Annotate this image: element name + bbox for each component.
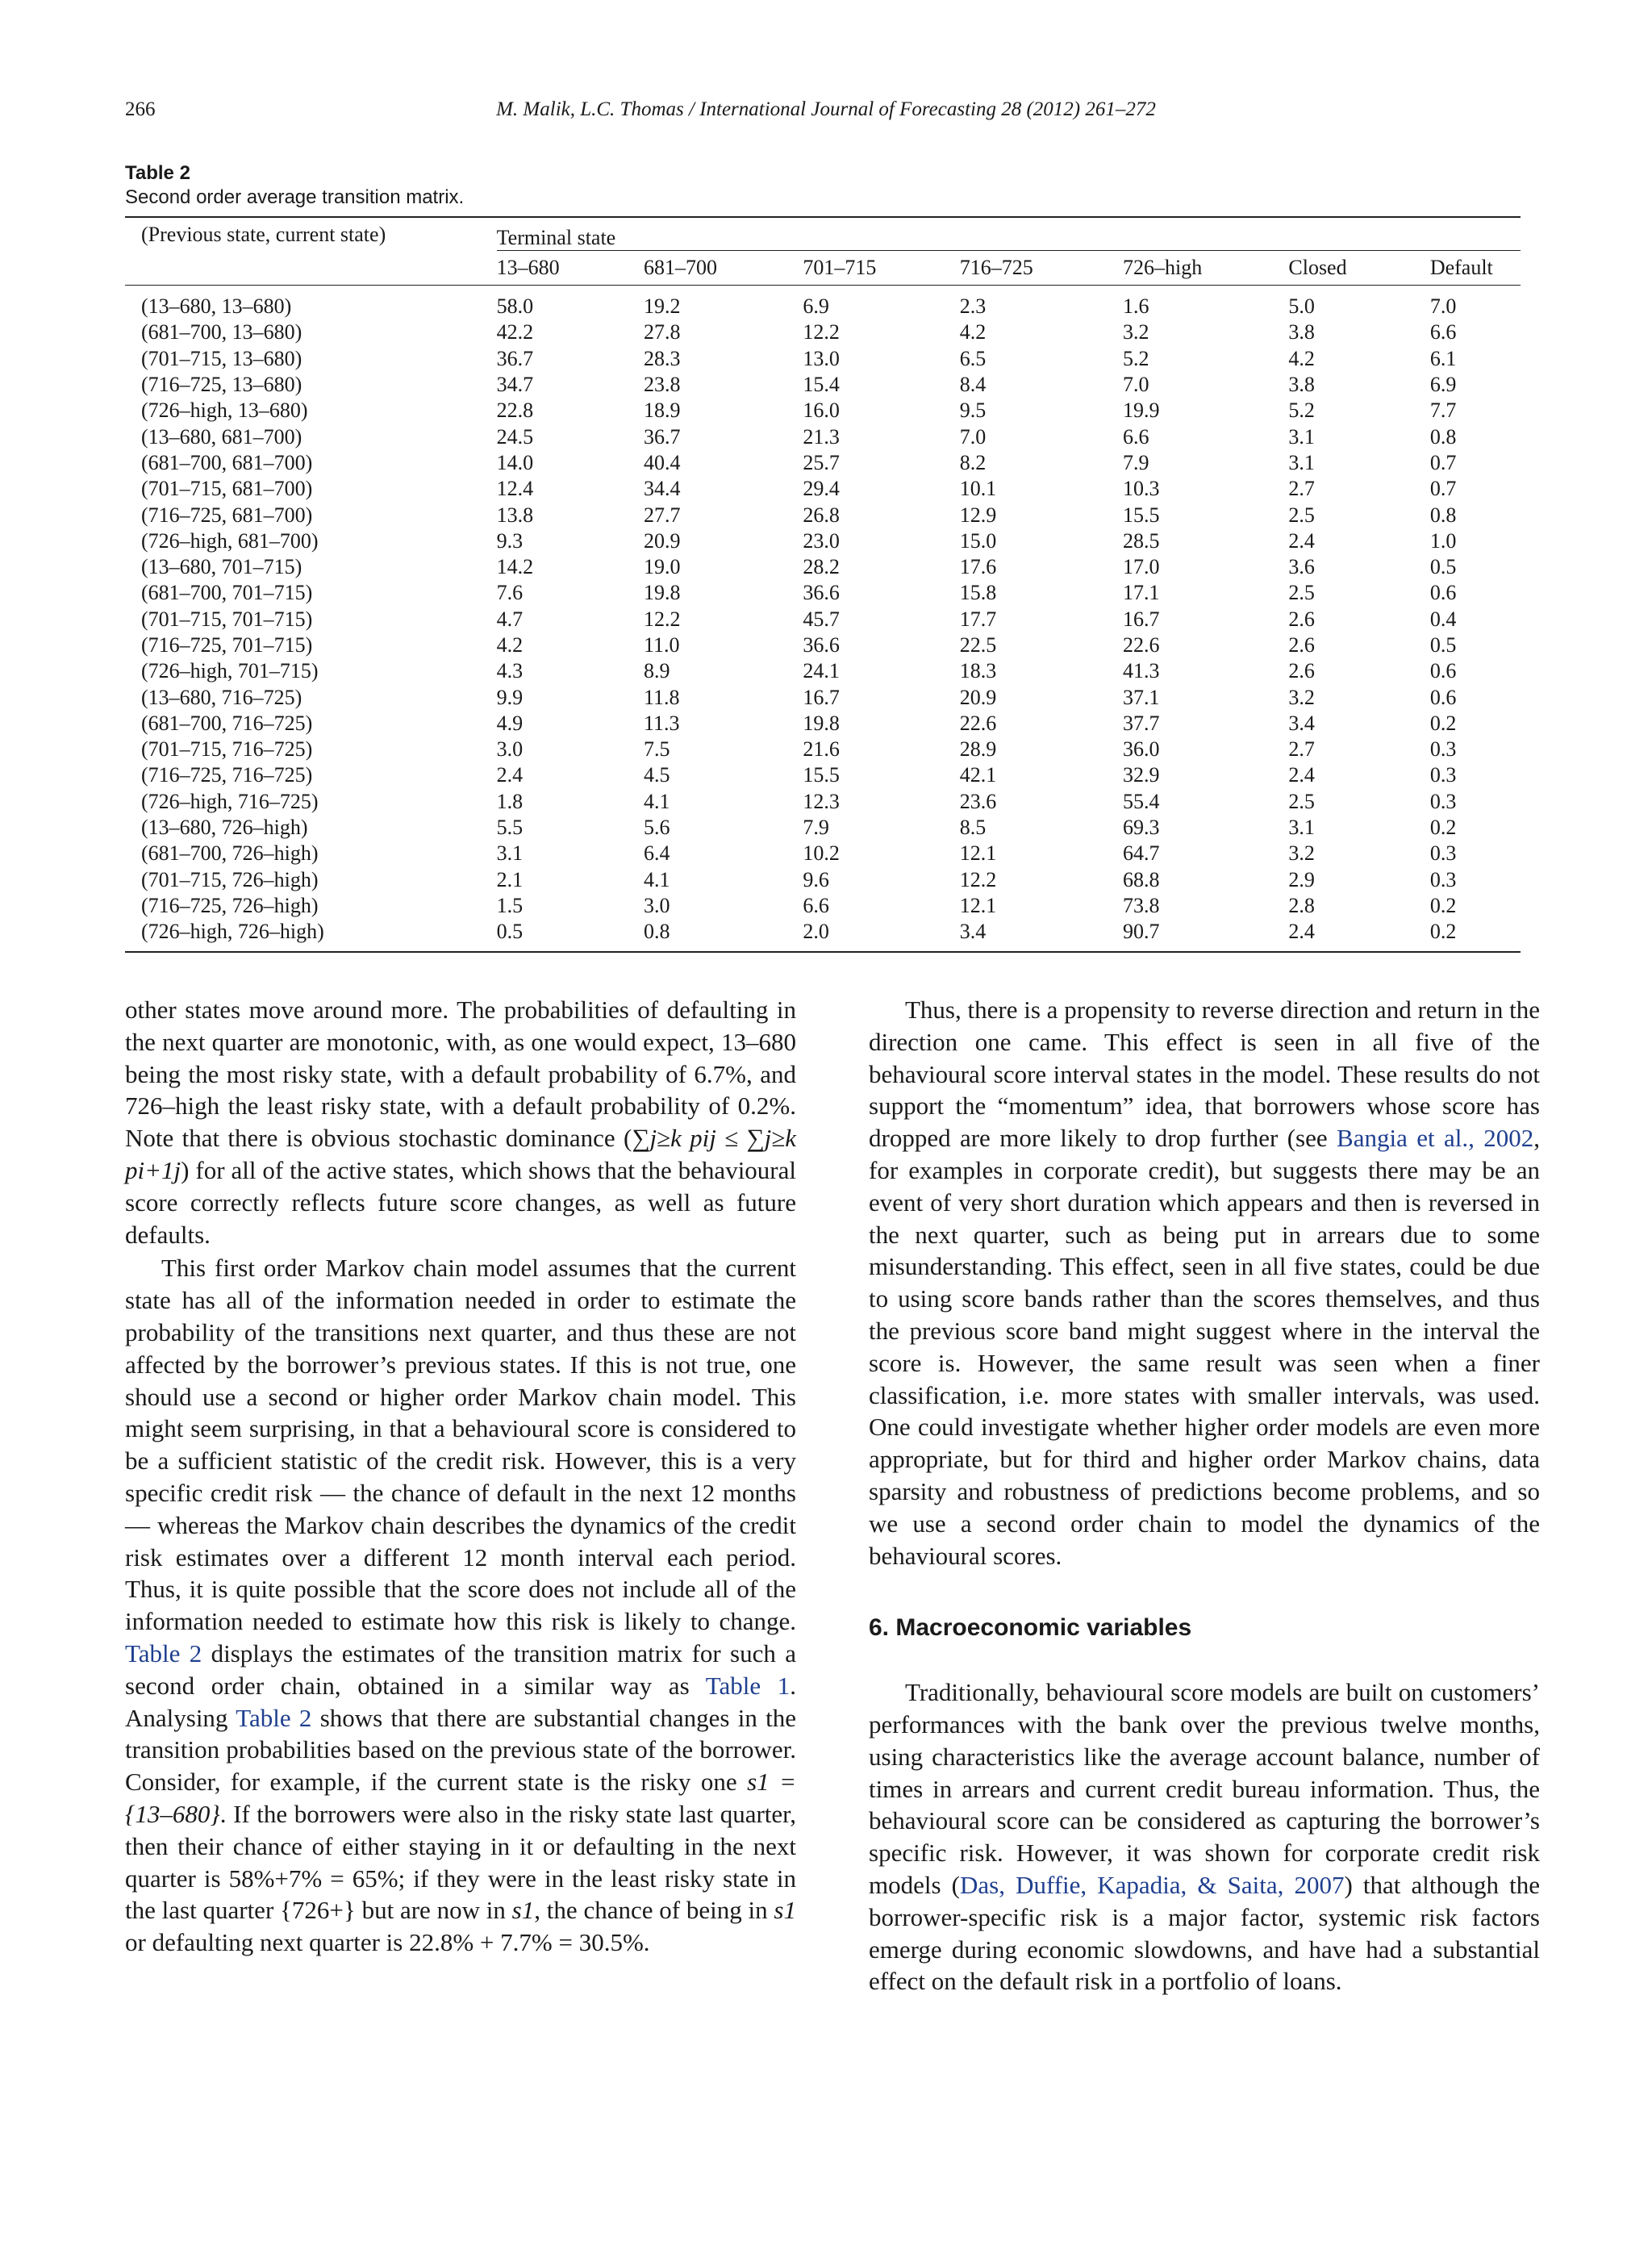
table-cell: 37.7 xyxy=(1123,711,1160,735)
state-definition: s1 = {13–680} xyxy=(125,1768,797,1828)
table-cell: 2.0 xyxy=(803,920,829,944)
table-cell: 0.3 xyxy=(1429,737,1457,762)
table-cell: 5.0 xyxy=(1288,294,1315,319)
table-cell: 12.1 xyxy=(959,893,997,917)
table-row xyxy=(125,658,1521,684)
table-cell: 6.6 xyxy=(1429,320,1457,344)
table-cell: 3.0 xyxy=(496,737,524,762)
paragraph xyxy=(869,994,1540,1572)
table-cell: 0.6 xyxy=(1429,659,1457,683)
table-cell: 28.2 xyxy=(803,555,840,579)
table-cell: 36.7 xyxy=(644,424,681,449)
table-cell: 69.3 xyxy=(1123,816,1160,840)
table-cell: 22.5 xyxy=(959,633,997,657)
table-cell: 3.4 xyxy=(959,920,987,944)
table-cell: 55.4 xyxy=(1123,789,1160,813)
table-cell: 40.4 xyxy=(644,450,681,474)
table-cell: 9.3 xyxy=(496,528,524,553)
table-row xyxy=(125,762,1521,788)
table-row xyxy=(125,684,1521,710)
table-cell: 7.9 xyxy=(803,816,829,840)
table-row xyxy=(125,319,1521,345)
table-cell: 9.5 xyxy=(959,399,987,423)
table-cell: 2.1 xyxy=(496,867,524,891)
table-cell: 4.5 xyxy=(644,763,670,787)
table-cell: 8.9 xyxy=(644,659,670,683)
table-row xyxy=(125,502,1521,528)
table-cell: 3.1 xyxy=(1288,816,1315,840)
table-cell: 10.1 xyxy=(959,477,997,501)
table-cell: 19.8 xyxy=(644,581,681,605)
table-cell: 0.4 xyxy=(1429,607,1457,631)
table-cell: 23.6 xyxy=(959,789,997,813)
row-state-label: (681–700, 716–725) xyxy=(141,711,313,735)
table-2-link[interactable]: Table 2 xyxy=(125,1638,202,1668)
table-row xyxy=(125,841,1521,866)
table-cell: 3.8 xyxy=(1288,320,1315,344)
table-cell: 12.3 xyxy=(803,789,840,813)
table-cell: 13.0 xyxy=(803,346,840,370)
text-run: . Analysing xyxy=(125,1671,796,1732)
table-cell: 3.8 xyxy=(1288,373,1315,397)
column-header: 726–high xyxy=(1123,256,1203,279)
table-cell: 2.4 xyxy=(496,763,524,787)
row-state-label: (726–high, 681–700) xyxy=(141,528,319,553)
table-cell: 4.2 xyxy=(496,633,524,657)
table-row xyxy=(125,607,1521,632)
table-row xyxy=(125,450,1521,476)
table-cell: 17.6 xyxy=(959,555,997,579)
table-2-link[interactable]: Table 2 xyxy=(236,1703,312,1732)
row-state-label: (716–725, 716–725) xyxy=(141,763,313,787)
table-cell: 73.8 xyxy=(1123,893,1160,917)
row-state-label: (13–680, 726–high) xyxy=(141,816,308,840)
row-state-label: (716–725, 726–high) xyxy=(141,893,319,917)
table-cell: 17.1 xyxy=(1123,581,1160,605)
table-cell: 6.4 xyxy=(644,841,670,866)
table-2-block xyxy=(125,161,1521,953)
transition-matrix-table xyxy=(125,216,1521,953)
table-cell: 3.1 xyxy=(496,841,524,866)
dominance-formula: ∑j≥k pij ≤ ∑j≥k pi+1j xyxy=(125,1124,797,1184)
table-cell: 25.7 xyxy=(803,450,840,474)
table-cell: 17.0 xyxy=(1123,555,1160,579)
row-state-label: (681–700, 681–700) xyxy=(141,450,313,474)
table-cell: 2.5 xyxy=(1288,789,1315,813)
table-cell: 19.0 xyxy=(644,555,681,579)
table-cell: 24.1 xyxy=(803,659,840,683)
table-cell: 16.7 xyxy=(1123,607,1160,631)
table-cell: 6.9 xyxy=(1429,373,1457,397)
row-state-label: (716–725, 681–700) xyxy=(141,503,313,527)
table-cell: 7.9 xyxy=(1123,450,1149,474)
text-run: ) for all of the active states, which shows that the behavioural score correctly reflects future score changes, as well as future defaults. xyxy=(125,1155,796,1249)
table-cell: 19.8 xyxy=(803,711,840,735)
row-state-label: (701–715, 13–680) xyxy=(141,346,302,370)
table-cell: 0.8 xyxy=(1429,424,1457,449)
table-cell: 23.8 xyxy=(644,373,681,397)
table-cell: 2.5 xyxy=(1288,503,1315,527)
table-cell: 34.7 xyxy=(496,373,534,397)
table-cell: 20.9 xyxy=(644,528,681,553)
paragraph xyxy=(125,1252,796,1959)
row-state-label: (726–high, 726–high) xyxy=(141,920,324,944)
table-cell: 7.7 xyxy=(1429,399,1457,423)
table-cell: 2.6 xyxy=(1288,633,1315,657)
row-state-label: (701–715, 681–700) xyxy=(141,477,313,501)
text-run: displays the estimates of the transition matrix for such a second order chain, obtained in a similar way as xyxy=(125,1638,796,1700)
table-cell: 0.5 xyxy=(1429,633,1457,657)
group-header: Terminal state xyxy=(497,217,1521,251)
table-cell: 7.6 xyxy=(496,581,524,605)
table-cell: 15.5 xyxy=(1123,503,1160,527)
table-cell: 5.6 xyxy=(644,816,670,840)
table-cell: 13.8 xyxy=(496,503,534,527)
table-cell: 28.5 xyxy=(1123,528,1160,553)
row-state-label: (13–680, 701–715) xyxy=(141,555,302,579)
row-state-label: (13–680, 681–700) xyxy=(141,424,302,449)
table-cell: 18.3 xyxy=(959,659,997,683)
table-cell: 0.2 xyxy=(1429,893,1457,917)
table-cell: 21.3 xyxy=(803,424,840,449)
table-cell: 12.2 xyxy=(644,607,681,631)
text-run: ) that although the borrower-specific risk is a major factor, systemic risk factors emerge during economic slowdowns, and have had a substantial effect on the default risk in a portfolio of loans. xyxy=(869,1870,1541,1996)
text-run: or defaulting next quarter is 22.8% + 7.7% = 30.5%. xyxy=(125,1928,650,1957)
table-cell: 12.2 xyxy=(959,867,997,891)
table-cell: 0.6 xyxy=(1429,685,1457,709)
table-row xyxy=(125,580,1521,606)
table-cell: 0.3 xyxy=(1429,763,1457,787)
column-header: 716–725 xyxy=(959,256,1033,279)
table-label: Table 2 xyxy=(125,162,190,184)
table-cell: 6.9 xyxy=(803,294,829,319)
table-cell: 64.7 xyxy=(1123,841,1160,866)
table-cell: 28.3 xyxy=(644,346,681,370)
table-cell: 27.8 xyxy=(644,320,681,344)
table-cell: 41.3 xyxy=(1123,659,1160,683)
table-cell: 4.2 xyxy=(1288,346,1315,370)
table-cell: 2.8 xyxy=(1288,893,1315,917)
column-header: Default xyxy=(1429,256,1493,279)
row-state-label: (716–725, 13–680) xyxy=(141,373,302,397)
table-cell: 3.6 xyxy=(1288,555,1315,579)
row-state-label: (726–high, 13–680) xyxy=(141,399,308,423)
column-header: 13–680 xyxy=(496,256,560,279)
state-symbol: s1 xyxy=(511,1896,535,1925)
table-cell: 7.0 xyxy=(1123,373,1149,397)
table-cell: 1.8 xyxy=(496,789,524,813)
table-cell: 15.5 xyxy=(803,763,840,787)
table-cell: 16.7 xyxy=(803,685,840,709)
table-row xyxy=(125,867,1521,893)
table-cell: 1.5 xyxy=(496,893,524,917)
table-row xyxy=(125,893,1521,919)
table-cell: 4.1 xyxy=(644,789,670,813)
table-cell: 5.2 xyxy=(1288,399,1315,423)
matrix-body xyxy=(125,286,1521,953)
table-cell: 42.1 xyxy=(959,763,997,787)
table-cell: 23.0 xyxy=(803,528,840,553)
text-run: Thus, there is a propensity to reverse direction and return in the direction one came. This effect is seen in all five of the behavioural score interval states in the model. These results do not support the “momentum” idea, that borrowers whose score has dropped are more likely to drop further (see xyxy=(869,996,1540,1153)
text-run: , for examples in corporate credit), but suggests there may be an event of very short duration which appears and then is reversed in the next quarter, such as being put in arrears due to some misunderstanding. This effect, seen in all five states, could be due to using score bands rather than the scores themselves, and thus the previous score band might suggest where in the interval the score is. However, the same result was seen when a finer classification, i.e. more states with smaller intervals, was used. One could investigate whether higher order models are even more appropriate, but for third and higher order Markov chains, data sparsity and robustness of predictions become problems, and so we use a second order chain to model the dynamics of the behavioural scores. xyxy=(869,1124,1540,1570)
column-header: 701–715 xyxy=(803,256,877,279)
table-cell: 2.5 xyxy=(1288,581,1315,605)
table-cell: 4.7 xyxy=(496,607,524,631)
table-cell: 12.9 xyxy=(959,503,997,527)
table-cell: 15.0 xyxy=(959,528,997,553)
table-row xyxy=(125,632,1521,658)
table-cell: 2.7 xyxy=(1288,477,1315,501)
table-cell: 18.9 xyxy=(644,399,681,423)
table-row xyxy=(125,346,1521,372)
table-cell: 68.8 xyxy=(1123,867,1160,891)
section-heading: 6. Macroeconomic variables xyxy=(869,1614,1192,1642)
table-cell: 4.3 xyxy=(496,659,524,683)
table-cell: 1.0 xyxy=(1429,528,1457,553)
table-row xyxy=(125,789,1521,815)
table-cell: 5.2 xyxy=(1123,346,1149,370)
table-cell: 2.6 xyxy=(1288,659,1315,683)
table-row xyxy=(125,424,1521,449)
running-head xyxy=(0,98,1652,131)
table-cell: 4.2 xyxy=(959,320,987,344)
table-cell: 0.7 xyxy=(1429,450,1457,474)
text-run: . If the borrowers were also in the risky state last quarter, then their chance of either staying in it or defaulting in the next quarter is 58%+7% = 65%; if they were in the least risky state in the last quarter {726+} but are now in xyxy=(125,1799,796,1925)
table-cell: 2.3 xyxy=(959,294,987,319)
table-cell: 3.1 xyxy=(1288,450,1315,474)
table-cell: 22.8 xyxy=(496,399,534,423)
table-cell: 2.4 xyxy=(1288,920,1315,944)
text-run: This first order Markov chain model assumes that the current state has all of the information needed in order to estimate the probability of the transitions next quarter, and thus these are not affected by the borrower’s previous states. If this is not true, one should use a second or higher order Markov chain model. This might seem surprising, in that a behavioural score is considered to be a sufficient statistic of the credit risk. However, this is a very specific credit risk — the chance of default in the next 12 months — whereas the Markov chain describes the dynamics of the credit risk estimates over a different 12 month interval each period. Thus, it is quite possible that the score does not include all of the information needed to estimate how this risk is likely to change. xyxy=(125,1254,796,1636)
table-cell: 2.4 xyxy=(1288,763,1315,787)
row-state-label: (716–725, 701–715) xyxy=(141,633,313,657)
das-citation-link[interactable]: Das, Duffie, Kapadia, & Saita, 2007 xyxy=(960,1870,1345,1899)
table-cell: 5.5 xyxy=(496,816,524,840)
table-cell: 45.7 xyxy=(803,607,840,631)
table-cell: 28.9 xyxy=(959,737,997,762)
table-cell: 11.0 xyxy=(644,633,680,657)
table-cell: 10.2 xyxy=(803,841,840,866)
table-cell: 3.1 xyxy=(1288,424,1315,449)
table-cell: 3.2 xyxy=(1123,320,1149,344)
row-state-label: (681–700, 726–high) xyxy=(141,841,319,866)
table-cell: 2.6 xyxy=(1288,607,1315,631)
paragraph xyxy=(125,994,796,1250)
table-cell: 36.7 xyxy=(496,346,534,370)
table-cell: 0.2 xyxy=(1429,920,1457,944)
table-cell: 4.1 xyxy=(644,867,670,891)
table-cell: 12.2 xyxy=(803,320,840,344)
table-cell: 6.5 xyxy=(959,346,987,370)
table-cell: 0.6 xyxy=(1429,581,1457,605)
table-cell: 0.5 xyxy=(496,920,524,944)
table-cell: 0.8 xyxy=(1429,503,1457,527)
text-run: , the chance of being in xyxy=(534,1896,774,1925)
table-cell: 0.2 xyxy=(1429,711,1457,735)
table-cell: 6.1 xyxy=(1429,346,1457,370)
table-cell: 21.6 xyxy=(803,737,840,762)
table-1-link[interactable]: Table 1 xyxy=(705,1671,791,1700)
column-header: Closed xyxy=(1288,256,1347,279)
table-caption: Second order average transition matrix. xyxy=(125,186,465,208)
row-state-label: (13–680, 716–725) xyxy=(141,685,302,709)
table-cell: 17.7 xyxy=(959,607,997,631)
table-cell: 9.6 xyxy=(803,867,829,891)
bangia-citation-link[interactable]: Bangia et al., 2002 xyxy=(1337,1124,1534,1153)
table-cell: 7.0 xyxy=(1429,294,1457,319)
table-cell: 2.9 xyxy=(1288,867,1315,891)
table-cell: 90.7 xyxy=(1123,920,1160,944)
table-cell: 29.4 xyxy=(803,477,840,501)
column-header: 681–700 xyxy=(644,256,717,279)
left-column xyxy=(125,994,796,1959)
table-cell: 24.5 xyxy=(496,424,534,449)
table-row xyxy=(125,372,1521,398)
table-cell: 8.5 xyxy=(959,816,987,840)
table-cell: 8.2 xyxy=(959,450,987,474)
table-cell: 26.8 xyxy=(803,503,840,527)
table-cell: 12.1 xyxy=(959,841,997,866)
table-cell: 16.0 xyxy=(803,399,840,423)
table-cell: 7.5 xyxy=(644,737,670,762)
table-cell: 9.9 xyxy=(496,685,524,709)
journal-citation: M. Malik, L.C. Thomas / International Journal of Forecasting 28 (2012) 261–272 xyxy=(496,98,1156,120)
table-cell: 11.8 xyxy=(644,685,680,709)
table-cell: 3.0 xyxy=(644,893,670,917)
table-cell: 27.7 xyxy=(644,503,681,527)
table-row xyxy=(125,815,1521,841)
table-cell: 19.2 xyxy=(644,294,681,319)
table-cell: 12.4 xyxy=(496,477,534,501)
text-run: other states move around more. The probabilities of defaulting in the next quarter are monotonic, with, as one would expect, 13–680 being the most risky state, with a default probability of 6.7%, and 726–high the least risky state, with a default probability of 0.2%. Note that there is obvious stochastic dominance ( xyxy=(125,996,796,1153)
table-cell: 15.4 xyxy=(803,373,840,397)
table-cell: 42.2 xyxy=(496,320,534,344)
table-cell: 58.0 xyxy=(496,294,534,319)
table-cell: 0.2 xyxy=(1429,816,1457,840)
row-state-label: (13–680, 13–680) xyxy=(141,294,292,319)
row-state-label: (681–700, 701–715) xyxy=(141,581,313,605)
row-state-label: (726–high, 701–715) xyxy=(141,659,319,683)
table-cell: 37.1 xyxy=(1123,685,1160,709)
row-state-label: (701–715, 701–715) xyxy=(141,607,313,631)
row-state-label: (681–700, 13–680) xyxy=(141,320,302,344)
state-symbol: s1 xyxy=(774,1896,796,1925)
table-cell: 1.6 xyxy=(1123,294,1149,319)
text-run: shows that there are substantial changes in the transition probabilities based on the previous state of the borrower. Consider, for example, if the current state is the risky one xyxy=(125,1703,796,1797)
right-column xyxy=(869,994,1540,1997)
table-row xyxy=(125,294,1521,319)
table-cell: 0.8 xyxy=(644,920,670,944)
table-row xyxy=(125,528,1521,554)
table-cell: 3.4 xyxy=(1288,711,1315,735)
table-cell: 14.2 xyxy=(496,555,534,579)
table-cell: 15.8 xyxy=(959,581,997,605)
table-cell: 3.2 xyxy=(1288,685,1315,709)
table-row xyxy=(125,919,1521,952)
table-cell: 10.3 xyxy=(1123,477,1160,501)
table-cell: 8.4 xyxy=(959,373,987,397)
table-cell: 0.5 xyxy=(1429,555,1457,579)
table-cell: 22.6 xyxy=(1123,633,1160,657)
table-cell: 20.9 xyxy=(959,685,997,709)
table-cell: 4.9 xyxy=(496,711,524,735)
table-cell: 36.6 xyxy=(803,581,840,605)
table-cell: 0.3 xyxy=(1429,841,1457,866)
table-row xyxy=(125,476,1521,502)
table-row xyxy=(125,554,1521,580)
table-cell: 36.0 xyxy=(1123,737,1160,762)
table-cell: 6.6 xyxy=(803,893,829,917)
table-cell: 2.7 xyxy=(1288,737,1315,762)
table-cell: 2.4 xyxy=(1288,528,1315,553)
page-number: 266 xyxy=(125,98,156,120)
paragraph xyxy=(869,1676,1540,1997)
table-cell: 7.0 xyxy=(959,424,987,449)
table-cell: 6.6 xyxy=(1123,424,1149,449)
table-cell: 22.6 xyxy=(959,711,997,735)
table-cell: 19.9 xyxy=(1123,399,1160,423)
row-state-label: (726–high, 716–725) xyxy=(141,789,319,813)
row-header: (Previous state, current state) xyxy=(141,223,386,246)
table-cell: 0.3 xyxy=(1429,867,1457,891)
table-cell: 3.2 xyxy=(1288,841,1315,866)
text-run: Traditionally, behavioural score models are built on customers’ performances with the bank over the previous twelve months, using characteristics like the average account balance, number of times in arrears and current credit bureau information. Thus, the behavioural score can be considered as capturing the borrower’s specific risk. However, it was shown for corporate credit risk models ( xyxy=(869,1678,1540,1899)
table-cell: 0.7 xyxy=(1429,477,1457,501)
table-cell: 11.3 xyxy=(644,711,680,735)
table-row xyxy=(125,398,1521,424)
row-state-label: (701–715, 716–725) xyxy=(141,737,313,762)
table-cell: 36.6 xyxy=(803,633,840,657)
row-state-label: (701–715, 726–high) xyxy=(141,867,319,891)
table-cell: 0.3 xyxy=(1429,789,1457,813)
table-cell: 32.9 xyxy=(1123,763,1160,787)
table-cell: 34.4 xyxy=(644,477,681,501)
table-row xyxy=(125,711,1521,737)
table-row xyxy=(125,737,1521,762)
table-cell: 14.0 xyxy=(496,450,534,474)
